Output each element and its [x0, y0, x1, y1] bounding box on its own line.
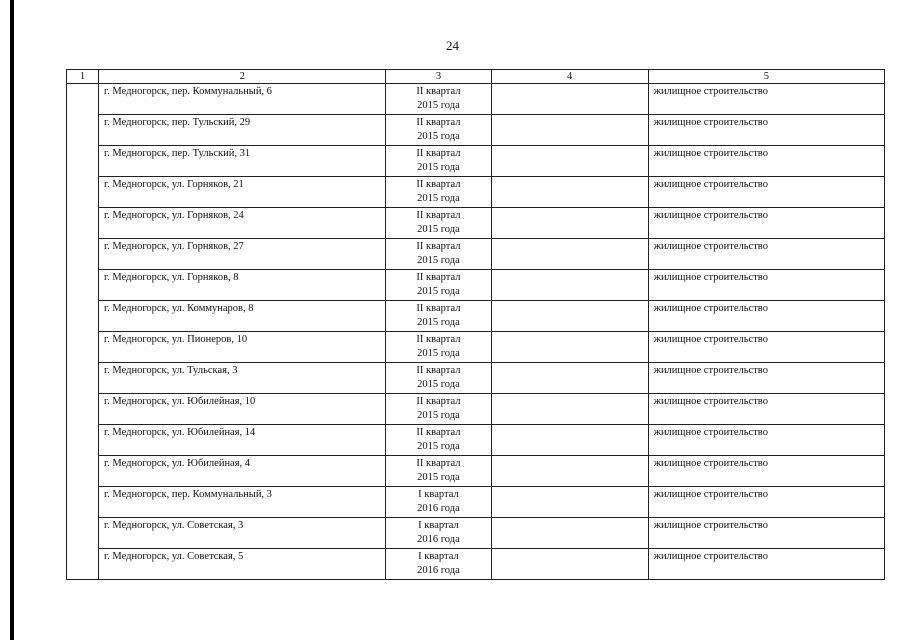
address-cell: г. Медногорск, ул. Горняков, 24	[99, 208, 386, 239]
period-year: 2015 года	[417, 131, 460, 142]
period-cell	[386, 394, 491, 425]
address-cell: г. Медногорск, ул. Пионеров, 10	[99, 332, 386, 363]
land-plots-table	[66, 69, 885, 580]
period-cell	[386, 239, 491, 270]
period-cell	[386, 301, 491, 332]
page-number: 24	[446, 38, 459, 53]
column-4-cell	[491, 208, 648, 239]
purpose-cell: жилищное строительство	[648, 146, 884, 177]
period-year: 2015 года	[417, 472, 460, 483]
purpose-cell: жилищное строительство	[648, 332, 884, 363]
period-quarter: II квартал	[416, 303, 461, 314]
column-4-cell	[491, 146, 648, 177]
purpose-cell: жилищное строительство	[648, 549, 884, 580]
column-4-cell	[491, 84, 648, 115]
period-cell	[386, 208, 491, 239]
table-row	[67, 487, 885, 518]
purpose-cell: жилищное строительство	[648, 301, 884, 332]
period-quarter: II квартал	[416, 427, 461, 438]
binding-edge-bar	[10, 0, 14, 640]
period-quarter: II квартал	[416, 365, 461, 376]
period-year: 2015 года	[417, 100, 460, 111]
address-cell: г. Медногорск, ул. Советская, 3	[99, 518, 386, 549]
purpose-cell: жилищное строительство	[648, 487, 884, 518]
column-4-cell	[491, 425, 648, 456]
period-quarter: II квартал	[416, 241, 461, 252]
purpose-cell: жилищное строительство	[648, 518, 884, 549]
address-cell: г. Медногорск, ул. Тульская, 3	[99, 363, 386, 394]
purpose-cell: жилищное строительство	[648, 208, 884, 239]
table-row	[67, 270, 885, 301]
column-4-cell	[491, 239, 648, 270]
period-year: 2015 года	[417, 379, 460, 390]
purpose-cell: жилищное строительство	[648, 177, 884, 208]
table-row	[67, 456, 885, 487]
period-quarter: II квартал	[416, 396, 461, 407]
address-cell: г. Медногорск, пер. Коммунальный, 3	[99, 487, 386, 518]
period-year: 2016 года	[417, 534, 460, 545]
column-4-cell	[491, 456, 648, 487]
period-quarter: II квартал	[416, 86, 461, 97]
table-row	[67, 301, 885, 332]
period-cell	[386, 549, 491, 580]
period-cell	[386, 363, 491, 394]
header-cell-3: 3	[386, 70, 491, 84]
period-year: 2015 года	[417, 255, 460, 266]
period-cell	[386, 115, 491, 146]
purpose-cell: жилищное строительство	[648, 239, 884, 270]
address-cell: г. Медногорск, ул. Советская, 5	[99, 549, 386, 580]
column-4-cell	[491, 518, 648, 549]
header-cell-1: 1	[67, 70, 99, 84]
column-4-cell	[491, 301, 648, 332]
address-cell: г. Медногорск, ул. Юбилейная, 14	[99, 425, 386, 456]
period-quarter: I квартал	[418, 489, 459, 500]
address-cell: г. Медногорск, ул. Горняков, 21	[99, 177, 386, 208]
period-quarter: II квартал	[416, 458, 461, 469]
table-row	[67, 518, 885, 549]
period-cell	[386, 456, 491, 487]
column-4-cell	[491, 549, 648, 580]
address-cell: г. Медногорск, ул. Горняков, 27	[99, 239, 386, 270]
table-row	[67, 239, 885, 270]
period-year: 2015 года	[417, 193, 460, 204]
header-cell-4: 4	[491, 70, 648, 84]
table-row	[67, 332, 885, 363]
table-row	[67, 208, 885, 239]
period-cell	[386, 146, 491, 177]
period-cell	[386, 84, 491, 115]
address-cell: г. Медногорск, пер. Тульский, 29	[99, 115, 386, 146]
table-row	[67, 115, 885, 146]
address-cell: г. Медногорск, ул. Коммунаров, 8	[99, 301, 386, 332]
address-cell: г. Медногорск, пер. Тульский, 31	[99, 146, 386, 177]
period-cell	[386, 177, 491, 208]
period-quarter: I квартал	[418, 520, 459, 531]
table-body	[67, 70, 885, 580]
purpose-cell: жилищное строительство	[648, 363, 884, 394]
period-quarter: I квартал	[418, 551, 459, 562]
period-year: 2016 года	[417, 503, 460, 514]
period-cell	[386, 332, 491, 363]
column-4-cell	[491, 177, 648, 208]
header-cell-2: 2	[99, 70, 386, 84]
purpose-cell: жилищное строительство	[648, 425, 884, 456]
purpose-cell: жилищное строительство	[648, 115, 884, 146]
column-4-cell	[491, 487, 648, 518]
period-quarter: II квартал	[416, 334, 461, 345]
period-year: 2015 года	[417, 317, 460, 328]
period-cell	[386, 425, 491, 456]
column-4-cell	[491, 115, 648, 146]
table-row	[67, 363, 885, 394]
period-year: 2015 года	[417, 162, 460, 173]
period-quarter: II квартал	[416, 179, 461, 190]
period-year: 2016 года	[417, 565, 460, 576]
column-4-cell	[491, 394, 648, 425]
header-cell-5: 5	[648, 70, 884, 84]
address-cell: г. Медногорск, ул. Юбилейная, 10	[99, 394, 386, 425]
table-header-row	[67, 70, 885, 84]
number-cell-merged	[67, 84, 99, 580]
period-cell	[386, 487, 491, 518]
period-year: 2015 года	[417, 441, 460, 452]
purpose-cell: жилищное строительство	[648, 456, 884, 487]
period-year: 2015 года	[417, 286, 460, 297]
table-row	[67, 425, 885, 456]
period-quarter: II квартал	[416, 148, 461, 159]
period-year: 2015 года	[417, 410, 460, 421]
address-cell: г. Медногорск, ул. Горняков, 8	[99, 270, 386, 301]
table-row	[67, 177, 885, 208]
period-quarter: II квартал	[416, 117, 461, 128]
table-row	[67, 549, 885, 580]
column-4-cell	[491, 363, 648, 394]
address-cell: г. Медногорск, пер. Коммунальный, 6	[99, 84, 386, 115]
address-cell: г. Медногорск, ул. Юбилейная, 4	[99, 456, 386, 487]
period-quarter: II квартал	[416, 272, 461, 283]
period-year: 2015 года	[417, 224, 460, 235]
period-cell	[386, 270, 491, 301]
period-quarter: II квартал	[416, 210, 461, 221]
purpose-cell: жилищное строительство	[648, 394, 884, 425]
column-4-cell	[491, 270, 648, 301]
table-row	[67, 146, 885, 177]
table-row	[67, 84, 885, 115]
period-cell	[386, 518, 491, 549]
purpose-cell: жилищное строительство	[648, 270, 884, 301]
table-row	[67, 394, 885, 425]
column-4-cell	[491, 332, 648, 363]
purpose-cell: жилищное строительство	[648, 84, 884, 115]
period-year: 2015 года	[417, 348, 460, 359]
